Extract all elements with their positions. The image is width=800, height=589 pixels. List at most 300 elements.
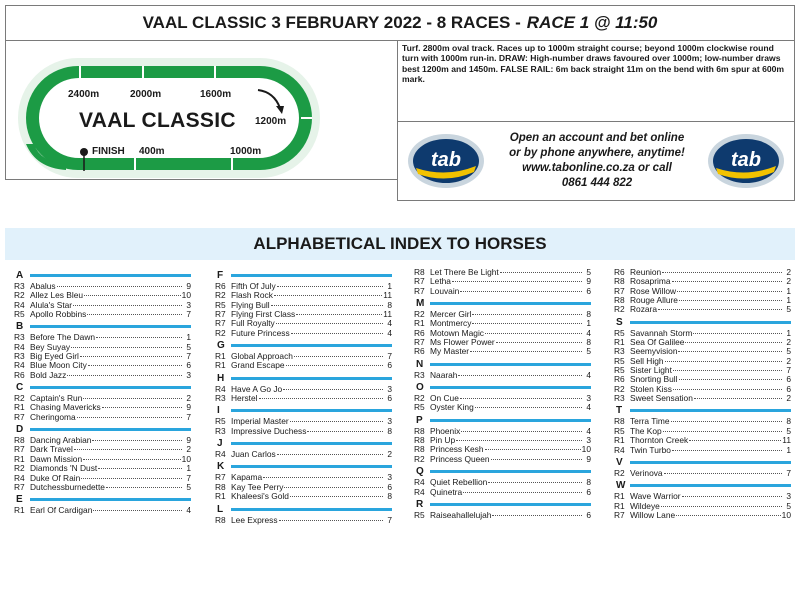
letter-label: I xyxy=(217,405,220,417)
saddle-number: 7 xyxy=(786,365,791,376)
horse-name: Juan Carlos xyxy=(231,449,276,460)
horse-name: Mercer Girl xyxy=(430,309,472,320)
letter-label: J xyxy=(217,438,223,450)
letter-heading xyxy=(215,438,392,449)
horse-entry xyxy=(614,446,791,455)
dot-leader xyxy=(88,365,182,366)
letter-heading xyxy=(414,382,591,393)
letter-heading xyxy=(215,504,392,515)
race-number: R3 xyxy=(614,346,625,357)
horse-name: Bey Suyay xyxy=(30,341,71,352)
horse-name: Duke Of Rain xyxy=(30,472,81,483)
saddle-number: 6 xyxy=(586,509,591,520)
ad-text xyxy=(498,131,696,191)
race-number: R1 xyxy=(614,491,625,502)
horse-name: Snorting Bull xyxy=(630,374,678,385)
saddle-number: 4 xyxy=(586,402,591,413)
race-number: R5 xyxy=(215,416,226,427)
race-number: R2 xyxy=(414,309,425,320)
horse-entry xyxy=(14,506,191,515)
saddle-number: 4 xyxy=(387,327,392,338)
dot-leader xyxy=(296,314,382,315)
dot-leader xyxy=(470,351,582,352)
dot-leader xyxy=(96,337,182,338)
horse-name: Oyster King xyxy=(430,402,474,413)
saddle-number: 4 xyxy=(586,425,591,436)
dot-leader xyxy=(472,314,582,315)
race-number: R5 xyxy=(14,309,25,320)
letter-divider xyxy=(430,470,591,473)
letter-label: A xyxy=(16,270,24,281)
distance-marker-400: 400m xyxy=(139,146,165,157)
ad-line-1: Open an account and bet online xyxy=(509,132,685,144)
horse-name: Before The Dawn xyxy=(30,332,96,343)
saddle-number: 3 xyxy=(586,435,591,446)
saddle-number: 8 xyxy=(387,491,392,502)
race-number: R1 xyxy=(215,351,226,362)
letter-divider xyxy=(231,409,392,412)
dot-leader xyxy=(664,473,782,474)
horse-name: Louvain xyxy=(430,285,460,296)
horse-name: Twin Turbo xyxy=(630,444,671,455)
horse-name: Impressive Duchess xyxy=(231,425,307,436)
letter-label: D xyxy=(16,424,24,436)
saddle-number: 8 xyxy=(387,425,392,436)
dot-leader xyxy=(678,351,782,352)
tab-logo-text-right: tab xyxy=(731,149,761,171)
horse-entry xyxy=(215,450,392,459)
letter-label: K xyxy=(217,461,225,473)
race-number: R6 xyxy=(614,267,625,277)
horse-name: Abalus xyxy=(30,281,56,291)
race-number: R7 xyxy=(14,481,25,492)
letter-divider xyxy=(430,419,591,422)
dot-leader xyxy=(279,520,383,521)
horse-name: Fifth Of July xyxy=(231,281,276,291)
race-number: R1 xyxy=(215,360,226,371)
title-text: VAAL CLASSIC 3 FEBRUARY 2022 - 8 RACES - xyxy=(142,13,521,32)
dot-leader xyxy=(677,291,782,292)
dot-leader xyxy=(672,450,782,451)
saddle-number: 2 xyxy=(186,444,191,455)
saddle-number: 7 xyxy=(186,472,191,483)
race-number: R2 xyxy=(614,383,625,394)
horse-name: Full Royalty xyxy=(231,318,275,329)
horse-name: Wildeye xyxy=(630,500,660,511)
letter-heading xyxy=(414,466,591,477)
saddle-number: 2 xyxy=(387,449,392,460)
dot-leader xyxy=(689,440,781,441)
tab-logo-icon xyxy=(406,132,486,190)
horse-entry xyxy=(614,469,791,478)
letter-heading xyxy=(14,424,191,435)
saddle-number: 9 xyxy=(586,276,591,287)
saddle-number: 3 xyxy=(186,369,191,380)
saddle-number: 2 xyxy=(786,267,791,277)
race-number: R6 xyxy=(614,374,625,385)
horse-name: Have A Go Jo xyxy=(231,383,283,394)
track-diagram xyxy=(5,40,398,180)
letter-divider xyxy=(630,461,791,464)
letter-divider xyxy=(630,321,791,324)
saddle-number: 8 xyxy=(387,299,392,310)
saddle-number: 2 xyxy=(786,276,791,287)
race-number: R1 xyxy=(215,491,226,502)
letter-divider xyxy=(630,409,791,412)
letter-heading xyxy=(215,270,392,281)
horse-name: Flash Rock xyxy=(231,290,273,301)
dot-leader xyxy=(662,272,782,273)
horse-name: Grand Escape xyxy=(231,360,285,371)
horse-name: Earl Of Cardigan xyxy=(30,505,93,516)
saddle-number: 5 xyxy=(786,500,791,511)
race-number: R4 xyxy=(14,472,25,483)
horse-name: Seemyvision xyxy=(630,346,678,357)
saddle-number: 6 xyxy=(186,360,191,371)
letter-label: Q xyxy=(416,466,424,478)
horse-name: Sweet Sensation xyxy=(630,393,693,404)
dot-leader xyxy=(77,417,182,418)
race-number: R3 xyxy=(215,425,226,436)
horse-name: Flying Bull xyxy=(231,299,270,310)
horse-entry xyxy=(414,371,591,380)
race-number: R2 xyxy=(215,327,226,338)
dot-leader xyxy=(93,510,182,511)
horse-name: Lee Express xyxy=(231,514,278,525)
horse-entry xyxy=(215,427,392,436)
tab-advert[interactable] xyxy=(397,121,795,201)
dot-leader xyxy=(676,515,781,516)
race-number: R5 xyxy=(614,425,625,436)
saddle-number: 6 xyxy=(786,374,791,385)
saddle-number: 4 xyxy=(186,505,191,516)
horse-name: Motown Magic xyxy=(430,327,484,338)
dot-leader xyxy=(472,323,582,324)
letter-divider xyxy=(231,274,392,277)
letter-heading xyxy=(414,359,591,370)
horse-name: On Cue xyxy=(430,393,459,404)
race-number: R7 xyxy=(14,411,25,422)
dot-leader xyxy=(491,459,582,460)
dot-leader xyxy=(682,496,782,497)
race-number: R5 xyxy=(614,355,625,366)
finish-label: FINISH xyxy=(92,146,125,157)
dot-leader xyxy=(485,449,581,450)
race-number: R3 xyxy=(14,332,25,343)
race-number: R5 xyxy=(614,327,625,338)
race-number: R7 xyxy=(614,509,625,520)
saddle-number: 9 xyxy=(586,453,591,464)
horse-name: Naarah xyxy=(430,369,458,380)
dot-leader xyxy=(294,356,383,357)
horse-name: Savannah Storm xyxy=(630,327,693,338)
letter-heading xyxy=(414,415,591,426)
horse-entry xyxy=(614,305,791,314)
horse-name: My Master xyxy=(430,346,470,357)
dot-leader xyxy=(456,440,582,441)
dot-leader xyxy=(290,496,383,497)
dot-leader xyxy=(665,361,782,362)
dot-leader xyxy=(271,305,383,306)
saddle-number: 1 xyxy=(586,318,591,329)
horse-name: Let There Be Light xyxy=(430,267,499,277)
horse-name: Herstel xyxy=(231,393,258,404)
horse-name: Blue Moon City xyxy=(30,360,87,371)
horse-name: Sea Of Galilee xyxy=(630,337,685,348)
race-number: R3 xyxy=(14,281,25,291)
race-number: R8 xyxy=(614,416,625,427)
letter-heading xyxy=(215,461,392,472)
race-number: R6 xyxy=(215,281,226,291)
race-number: R4 xyxy=(215,449,226,460)
letter-heading xyxy=(614,317,791,328)
saddle-number: 9 xyxy=(186,281,191,291)
dot-leader xyxy=(673,389,782,390)
dot-leader xyxy=(679,379,783,380)
dot-leader xyxy=(460,291,582,292)
letter-heading xyxy=(14,494,191,505)
letter-label: W xyxy=(616,480,626,492)
saddle-number: 4 xyxy=(586,369,591,380)
letter-heading xyxy=(614,480,791,491)
dot-leader xyxy=(106,487,182,488)
ad-line-3: www.tabonline.co.za or call xyxy=(522,162,672,174)
race-number: R4 xyxy=(614,444,625,455)
race-number: R7 xyxy=(414,276,425,287)
horse-name: Sell High xyxy=(630,355,664,366)
letter-label: V xyxy=(616,456,623,468)
race-number: R3 xyxy=(414,369,425,380)
tab-logo-icon xyxy=(706,132,786,190)
saddle-number: 5 xyxy=(586,267,591,277)
horse-name: Apollo Robbins xyxy=(30,309,87,320)
horse-entry xyxy=(414,403,591,412)
horse-name: Willow Lane xyxy=(630,509,676,520)
letter-label: S xyxy=(616,316,623,328)
horse-name: Rose Willow xyxy=(630,285,677,296)
dot-leader xyxy=(263,477,383,478)
saddle-number: 7 xyxy=(186,309,191,320)
race-number: R1 xyxy=(614,500,625,511)
horse-name: Big Eyed Girl xyxy=(30,351,79,362)
letter-divider xyxy=(30,274,191,277)
dot-leader xyxy=(277,286,383,287)
race-number: R7 xyxy=(215,472,226,483)
saddle-number: 3 xyxy=(786,491,791,502)
horse-entry xyxy=(614,511,791,520)
tab-logo-text-left: tab xyxy=(431,149,461,171)
letter-heading xyxy=(14,382,191,393)
saddle-number: 1 xyxy=(786,295,791,306)
saddle-number: 1 xyxy=(786,327,791,338)
dot-leader xyxy=(307,431,383,432)
dot-leader xyxy=(673,370,782,371)
dot-leader xyxy=(460,398,582,399)
dot-leader xyxy=(83,459,181,460)
letter-heading xyxy=(614,405,791,416)
letter-divider xyxy=(630,484,791,487)
dot-leader xyxy=(80,356,182,357)
index-column-1 xyxy=(14,268,191,516)
race-number: R1 xyxy=(14,505,25,516)
dot-leader xyxy=(274,295,382,296)
horse-name: Reunion xyxy=(630,267,662,277)
horse-entry xyxy=(215,361,392,370)
race-number: R1 xyxy=(414,318,425,329)
race-number: R7 xyxy=(14,444,25,455)
saddle-number: 3 xyxy=(387,383,392,394)
race-number: R6 xyxy=(414,346,425,357)
saddle-number: 7 xyxy=(387,514,392,525)
horse-name: Stolen Kiss xyxy=(630,383,672,394)
dot-leader xyxy=(488,482,582,483)
dot-leader xyxy=(452,281,582,282)
distance-marker-1600: 1600m xyxy=(200,89,232,100)
saddle-number: 5 xyxy=(786,346,791,357)
horse-name: Sister Light xyxy=(630,365,672,376)
index-column-4 xyxy=(614,268,791,520)
letter-label: H xyxy=(217,372,225,384)
race-number: R4 xyxy=(215,383,226,394)
saddle-number: 10 xyxy=(781,509,791,520)
dot-leader xyxy=(496,342,582,343)
horse-name: Raiseahallelujah xyxy=(430,509,492,520)
horse-name: Global Approach xyxy=(231,351,293,362)
letter-label: P xyxy=(416,414,423,426)
saddle-number: 6 xyxy=(786,383,791,394)
letter-heading xyxy=(215,340,392,351)
letter-divider xyxy=(231,442,392,445)
horse-name: Wave Warrior xyxy=(630,491,681,502)
dot-leader xyxy=(57,286,182,287)
dot-leader xyxy=(83,398,182,399)
saddle-number: 5 xyxy=(186,341,191,352)
race-number: R8 xyxy=(215,514,226,525)
race-number: R5 xyxy=(414,509,425,520)
race-number: R4 xyxy=(14,360,25,371)
dot-leader xyxy=(693,333,782,334)
horse-name: Rozara xyxy=(630,304,657,315)
dot-leader xyxy=(102,407,182,408)
race-number: R8 xyxy=(414,444,425,455)
horse-name: Alula's Star xyxy=(30,299,73,310)
race-number: R2 xyxy=(215,290,226,301)
horse-name: Princess Kesh xyxy=(430,444,484,455)
horse-entry xyxy=(414,511,591,520)
letter-label: O xyxy=(416,382,424,394)
letter-heading xyxy=(614,457,791,468)
race-number: R1 xyxy=(14,402,25,413)
race-number: R8 xyxy=(614,295,625,306)
race-number: R8 xyxy=(414,435,425,446)
horse-entry xyxy=(14,310,191,319)
horse-entry xyxy=(14,371,191,380)
letter-label: G xyxy=(217,340,225,352)
dot-leader xyxy=(259,398,383,399)
horse-name: Dutchessburnedette xyxy=(30,481,105,492)
horse-entry xyxy=(414,455,591,464)
letter-divider xyxy=(430,363,591,366)
saddle-number: 3 xyxy=(186,299,191,310)
saddle-number: 7 xyxy=(786,467,791,478)
horse-name: Captain's Run xyxy=(30,393,83,404)
race-number: R3 xyxy=(215,393,226,404)
race-number: R3 xyxy=(614,393,625,404)
saddle-number: 7 xyxy=(387,351,392,362)
dot-leader xyxy=(284,487,383,488)
letter-heading xyxy=(14,270,191,281)
horse-name: Dark Travel xyxy=(30,444,73,455)
letter-heading xyxy=(14,321,191,332)
horse-entry xyxy=(215,492,392,501)
race-number: R1 xyxy=(614,435,625,446)
saddle-number: 5 xyxy=(786,304,791,315)
horse-entry xyxy=(414,488,591,497)
letter-divider xyxy=(231,344,392,347)
horse-name: Phoenix xyxy=(430,425,461,436)
race-number: R7 xyxy=(614,285,625,296)
saddle-number: 6 xyxy=(387,393,392,404)
dot-leader xyxy=(71,347,182,348)
horse-name: Ms Flower Power xyxy=(430,337,495,348)
saddle-number: 5 xyxy=(786,425,791,436)
horse-name: Khaleesi's Gold xyxy=(231,491,289,502)
distance-marker-1200: 1200m xyxy=(255,116,287,127)
race-number: R8 xyxy=(614,276,625,287)
horse-entry xyxy=(414,347,591,356)
letter-label: M xyxy=(416,298,425,310)
race-number: R4 xyxy=(414,477,425,488)
horse-entry xyxy=(215,394,392,403)
horse-entry xyxy=(14,413,191,422)
race-number: R5 xyxy=(414,402,425,413)
race-number: R3 xyxy=(14,351,25,362)
horse-name: Bold Jazz xyxy=(30,369,67,380)
saddle-number: 11 xyxy=(383,309,392,320)
dot-leader xyxy=(291,333,383,334)
horse-entry xyxy=(614,394,791,403)
dot-leader xyxy=(74,449,182,450)
dot-leader xyxy=(475,407,582,408)
letter-divider xyxy=(231,508,392,511)
index-column-3 xyxy=(414,268,591,520)
race-number: R8 xyxy=(414,425,425,436)
horse-name: Verinova xyxy=(630,467,663,478)
saddle-number: 8 xyxy=(586,309,591,320)
dot-leader xyxy=(98,468,182,469)
saddle-number: 1 xyxy=(786,444,791,455)
dot-leader xyxy=(81,478,182,479)
dot-leader xyxy=(658,309,782,310)
saddle-number: 3 xyxy=(387,472,392,483)
letter-label: E xyxy=(16,494,23,506)
saddle-number: 7 xyxy=(186,411,191,422)
horse-name: Kay Tee Perry xyxy=(231,481,284,492)
letter-label: L xyxy=(217,503,224,515)
saddle-number: 3 xyxy=(586,393,591,404)
dot-leader xyxy=(492,515,582,516)
dot-leader xyxy=(461,431,582,432)
saddle-number: 1 xyxy=(186,332,191,343)
race-number: R2 xyxy=(14,393,25,404)
race-number: R7 xyxy=(215,318,226,329)
race-number: R8 xyxy=(414,267,425,277)
horse-name: Pin Up xyxy=(430,435,456,446)
race-number: R7 xyxy=(414,285,425,296)
race-number: R8 xyxy=(14,435,25,446)
race-number: R7 xyxy=(414,337,425,348)
horse-name: Flying First Class xyxy=(231,309,296,320)
